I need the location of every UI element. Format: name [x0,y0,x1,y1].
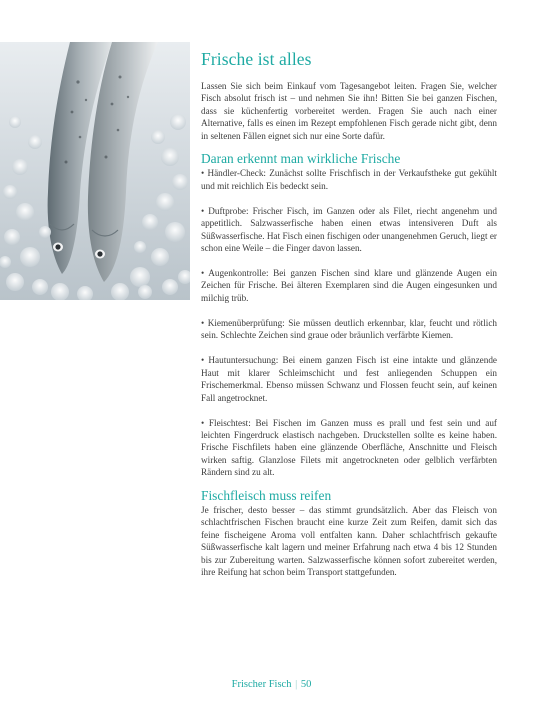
bullet-augenkontrolle: • Augenkontrolle: Bei ganzen Fischen sind klare und glänzende Augen ein Zeichen für Frische. Bei älteren Exemplaren sind die Augen eingesunken und milchig trüb. [201,267,497,303]
bullet-haendler-check: • Händler-Check: Zunächst sollte Frischfisch in der Verkaufstheke gut gekühlt und mit reichlich Eis bedeckt sein. [201,168,497,191]
section-heading-freshness: Daran erkennt man wirkliche Frische [201,151,401,167]
article [201,49,497,579]
footer-separator: | [295,679,298,690]
reifen-paragraph: Je frischer, desto besser – das stimmt grundsätzlich. Aber das Fleisch von schlachtfrischen Fischen braucht eine kurze Zeit zum Reifen, damit sich das feine fischeigene Aroma voll entfalten kann. Daher schlachtfrisch gekaufte Süßwasserfische kalt lagern und meiner Erfahrung nach etwa 4 bis 12 Stunden bis zur Zubereitung warten. Salzwasserfische können sofort zubereitet werden, ihre Reifung hat schon beim Transport stattgefunden. [201,504,497,578]
page-title: Frische ist alles [201,49,312,69]
fish-on-ice-photo [0,42,190,300]
page-footer [0,679,543,690]
bullet-kiemenueberpruefung: • Kiemenüberprüfung: Sie müssen deutlich erkennbar, klar, feucht und rötlich sein. Schlechte Zeichen sind graue oder bräunlich verfärbte Kiemen. [201,317,497,341]
page-number: 50 [300,679,312,690]
footer-book-title: Frischer Fisch [231,679,292,690]
bullet-hautuntersuchung: • Hautuntersuchung: Bei einem ganzen Fisch ist eine intakte und glänzende Haut mit klarer Schleimschicht und fest anliegenden Schuppen ein Frischemerkmal. Ebenso müssen Schwanz und Flossen feucht sein, auf keinen Fall angetrocknet. [201,355,497,403]
section-heading-reifen: Fischfleisch muss reifen [201,487,332,503]
bullet-fleischtest: • Fleischtest: Bei Fischen im Ganzen muss es prall und fest sein und auf leichten Fingerdruck elastisch nachgeben. Druckstellen sollte es keine haben. Frische Fischfilets haben eine glänzende Oberfläche, Anschnitte und Fleisch wirken saftig. Glanzlose Filets mit angetrockneten oder gelblich verfärbten Rändern sind zu alt. [201,417,497,478]
bullet-duftprobe: • Duftprobe: Frischer Fisch, im Ganzen oder als Filet, riecht angenehm und appetitlich. Salzwasserfische haben einen etwas intensiveren Duft als Süßwasserfische. Hat Fisch einen fischigen oder unangenehmen Geruch, liegt er schon eine Weile – die Finger davon lassen. [201,205,497,254]
intro-paragraph: Lassen Sie sich beim Einkauf vom Tagesangebot leiten. Fragen Sie, welcher Fisch absolut frisch ist – und nehmen Sie ihn! Bitten Sie bei ganzen Fischen, dass sie küchenfertig vorbereitet werden. Fragen Sie auch nach einer Alternative, falls es einen im Rezept empfohlenen Fisch gerade nicht gibt, denn in seltenen Fällen eignet sich nur eine Sorte dafür. [201,81,497,141]
